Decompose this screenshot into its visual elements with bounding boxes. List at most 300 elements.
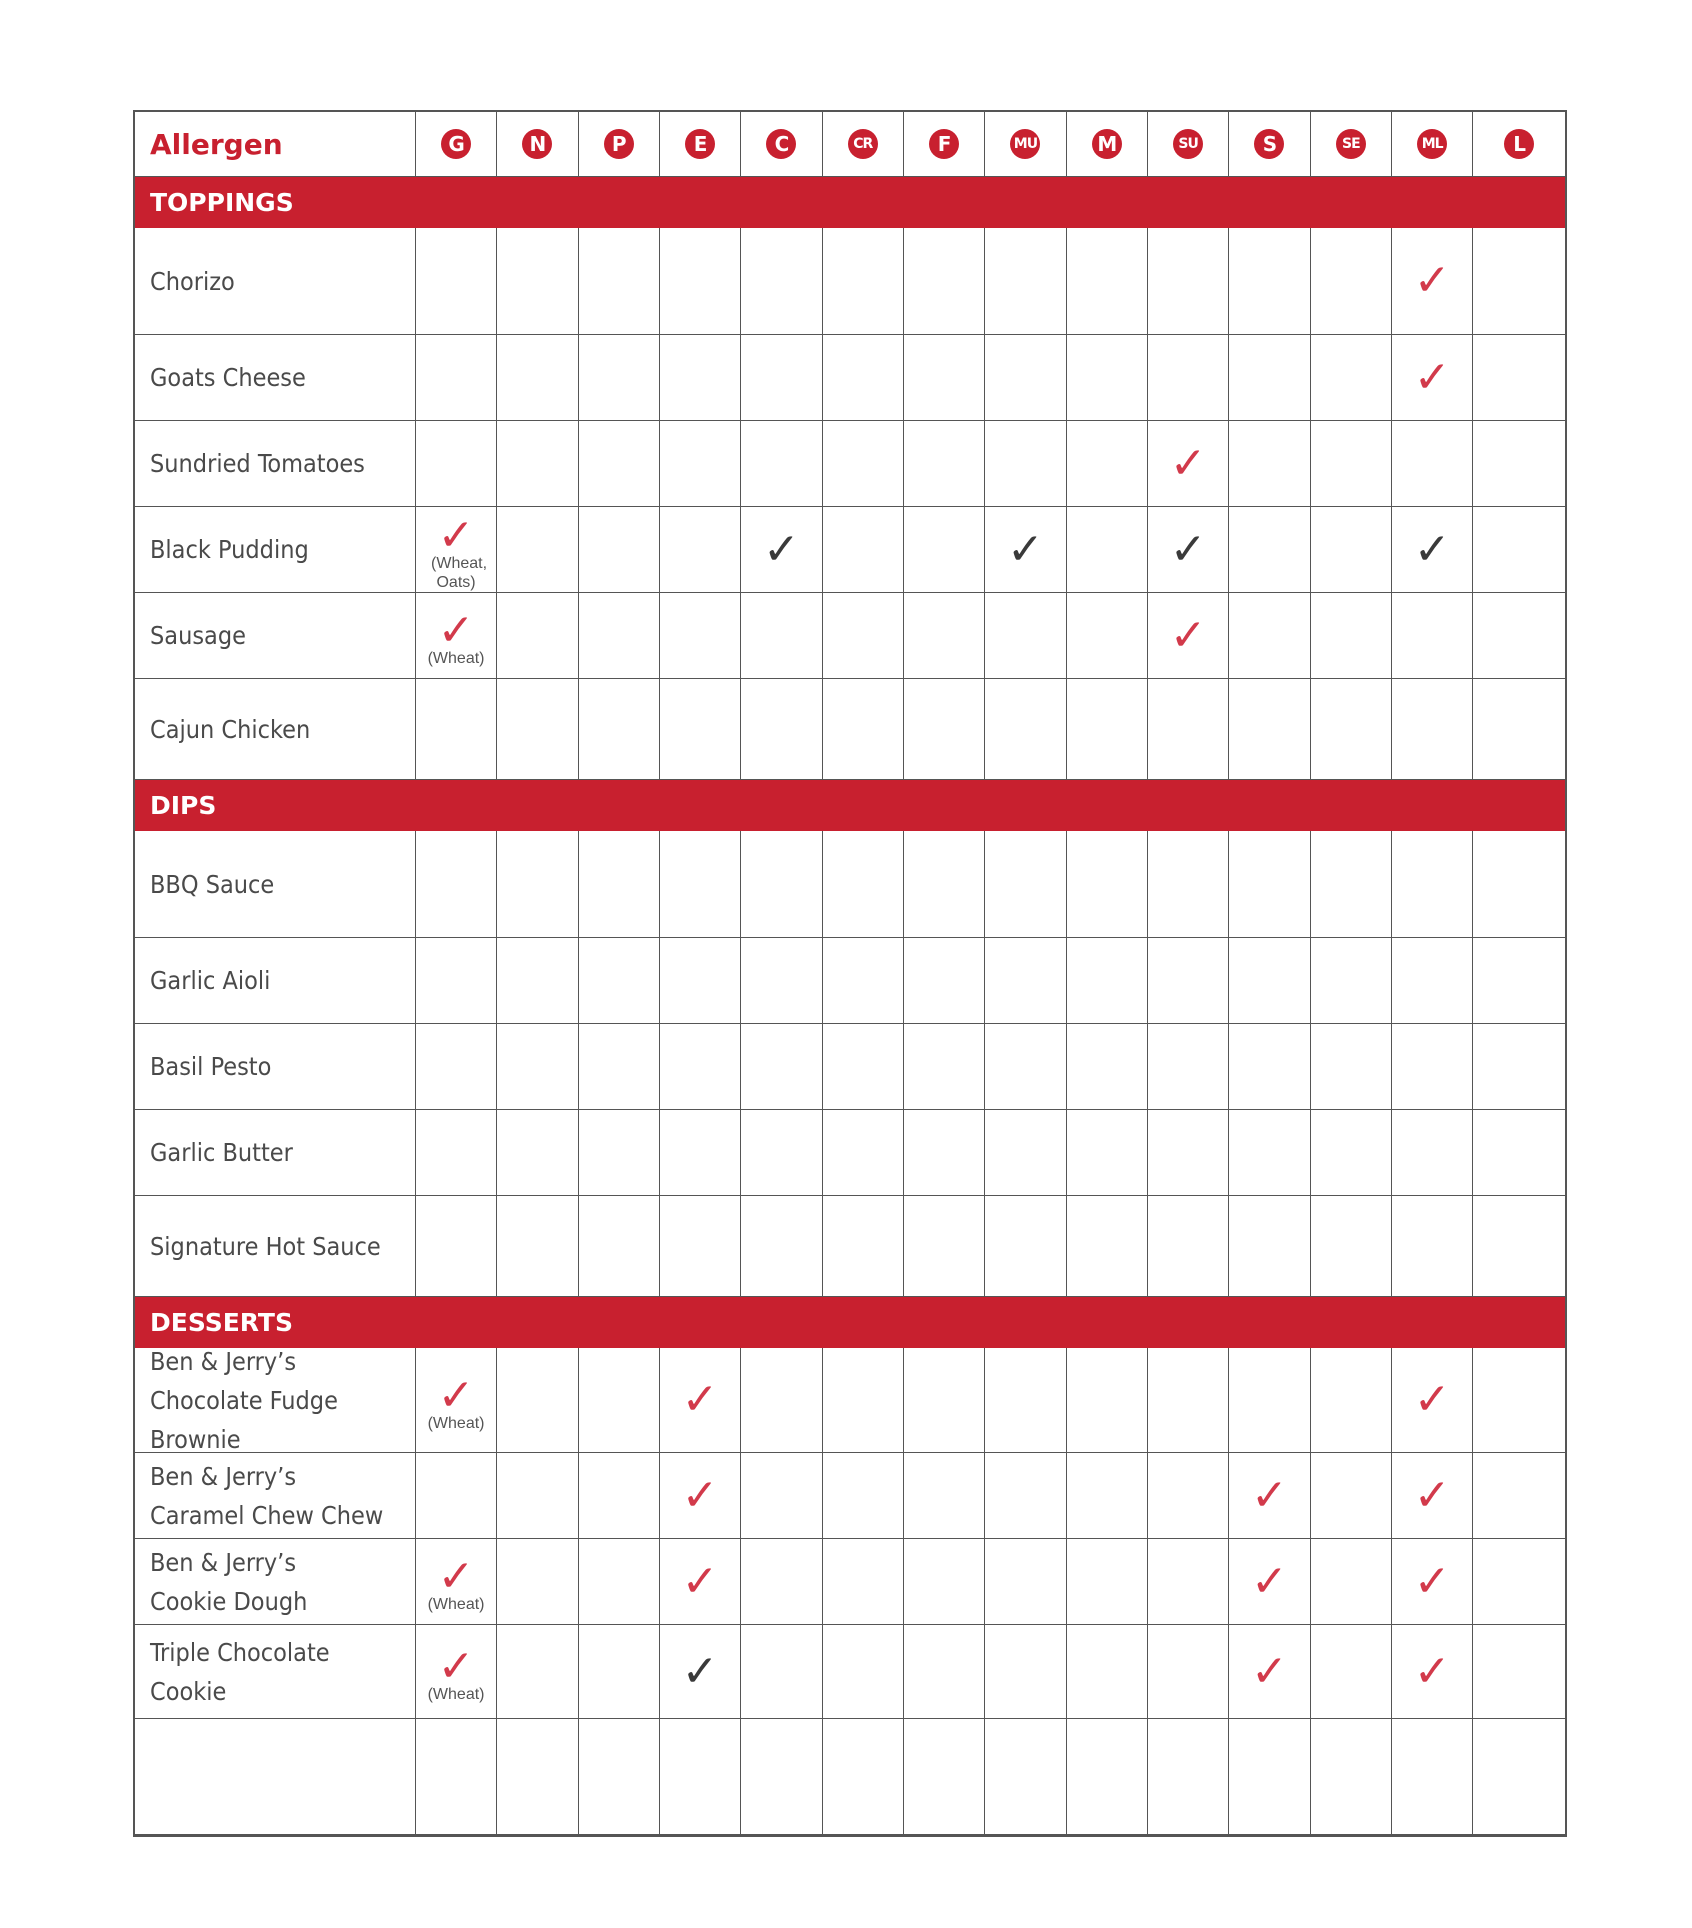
section-header: DESSERTS [135, 1297, 1565, 1348]
allergen-cell [1229, 938, 1310, 1024]
allergen-cell [904, 938, 985, 1024]
allergen-cell [904, 593, 985, 679]
allergen-cell [497, 1110, 578, 1196]
allergen-cell [823, 1348, 904, 1453]
item-name-line: Caramel Chew Chew [150, 1500, 384, 1530]
allergen-cell [1067, 679, 1148, 780]
table-row [135, 593, 1565, 679]
allergen-cell [1392, 1625, 1473, 1719]
allergen-cell [416, 421, 497, 507]
allergen-cell [1067, 1719, 1148, 1835]
allergen-cell [497, 938, 578, 1024]
allergen-badge-icon: C [766, 129, 796, 159]
allergen-cell [416, 1625, 497, 1719]
allergen-cell [579, 1625, 660, 1719]
check-icon: ✓ [1251, 1469, 1288, 1521]
check-icon: ✓ [1007, 523, 1044, 575]
allergen-cell [1229, 679, 1310, 780]
allergen-cell [1229, 1348, 1310, 1453]
allergen-cell [497, 507, 578, 593]
allergen-cell [1229, 228, 1310, 335]
item-name [135, 831, 416, 938]
allergen-cell [497, 679, 578, 780]
allergen-cell [1229, 421, 1310, 507]
allergen-cell [1311, 507, 1392, 593]
allergen-cell [823, 679, 904, 780]
allergen-cell [497, 1719, 578, 1835]
allergen-col-header [416, 112, 497, 177]
allergen-cell [741, 679, 822, 780]
allergen-cell [660, 1539, 741, 1625]
check-icon: ✓ [437, 605, 475, 656]
allergen-cell [416, 1110, 497, 1196]
allergen-cell [1229, 1625, 1310, 1719]
allergen-note: (Wheat, Oats) [431, 554, 488, 591]
allergen-cell [1067, 1348, 1148, 1453]
allergen-cell [1473, 1453, 1565, 1539]
table-row [135, 1348, 1565, 1453]
item-name-line: Chorizo [150, 266, 235, 296]
allergen-cell [1148, 1539, 1229, 1625]
allergen-cell [416, 1453, 497, 1539]
check-icon: ✓ [437, 1551, 475, 1602]
allergen-col-header [741, 112, 822, 177]
allergen-cell [497, 228, 578, 335]
check-icon: ✓ [681, 1645, 719, 1697]
allergen-badge-icon: SE [1336, 129, 1366, 159]
allergen-badge-icon: SU [1173, 129, 1203, 159]
allergen-cell [416, 507, 497, 593]
item-name-line: Basil Pesto [150, 1052, 272, 1081]
allergen-col-header [985, 112, 1066, 177]
allergen-cell [660, 679, 741, 780]
allergen-col-header [660, 112, 741, 177]
allergen-cell [823, 1719, 904, 1835]
allergen-cell [741, 228, 822, 335]
table-row [135, 1024, 1565, 1110]
allergen-cell [1311, 421, 1392, 507]
allergen-badge-icon: CR [848, 129, 878, 159]
table-row [135, 1719, 1565, 1835]
table-row [135, 1539, 1565, 1625]
allergen-cell [823, 1110, 904, 1196]
allergen-cell [1229, 507, 1310, 593]
allergen-cell [1148, 1719, 1229, 1835]
check-icon: ✓ [437, 1641, 475, 1692]
allergen-badge-icon: P [604, 129, 634, 159]
allergen-badge-icon: M [1092, 129, 1122, 159]
allergen-cell [497, 1539, 578, 1625]
section-header: TOPPINGS [135, 177, 1565, 228]
allergen-cell [1473, 1348, 1565, 1453]
allergen-cell [904, 1625, 985, 1719]
allergen-cell [1473, 679, 1565, 780]
allergen-cell [985, 1719, 1066, 1835]
allergen-cell [823, 1453, 904, 1539]
allergen-cell [823, 1196, 904, 1297]
check-icon: ✓ [1251, 1555, 1288, 1607]
allergen-cell [823, 507, 904, 593]
allergen-cell [579, 421, 660, 507]
item-name [135, 1625, 416, 1719]
allergen-cell [985, 679, 1066, 780]
item-name-line: Cookie [150, 1676, 227, 1706]
allergen-cell [904, 1539, 985, 1625]
check-icon: ✓ [681, 1374, 719, 1425]
allergen-cell [416, 1024, 497, 1110]
allergen-cell [416, 831, 497, 938]
item-name-line: Garlic Aioli [150, 966, 271, 995]
allergen-cell [1473, 507, 1565, 593]
table-row [135, 1453, 1565, 1539]
allergen-cell [579, 1110, 660, 1196]
check-icon: ✓ [1413, 1374, 1451, 1425]
allergen-cell [985, 1348, 1066, 1453]
allergen-cell [416, 1539, 497, 1625]
allergen-col-header [1067, 112, 1148, 177]
item-name-line: Cookie Dough [150, 1586, 308, 1616]
allergen-cell [985, 1024, 1066, 1110]
table-row [135, 335, 1565, 421]
check-icon: ✓ [1169, 523, 1207, 575]
allergen-cell [904, 1348, 985, 1453]
allergen-note: (Wheat) [427, 650, 485, 667]
allergen-cell [1067, 831, 1148, 938]
item-name-line: BBQ Sauce [150, 869, 275, 899]
allergen-cell [1473, 1110, 1565, 1196]
allergen-cell [1067, 1196, 1148, 1297]
item-name [135, 1453, 416, 1539]
allergen-cell [660, 1024, 741, 1110]
allergen-cell [497, 593, 578, 679]
allergen-cell [1473, 1625, 1565, 1719]
allergen-cell [660, 1453, 741, 1539]
item-name [135, 1196, 416, 1297]
allergen-cell [579, 1348, 660, 1453]
allergen-cell [579, 507, 660, 593]
allergen-cell [904, 421, 985, 507]
allergen-cell [1067, 507, 1148, 593]
allergen-cell [1067, 593, 1148, 679]
allergen-col-header [1229, 112, 1310, 177]
allergen-cell [985, 421, 1066, 507]
allergen-cell [741, 1625, 822, 1719]
table-row [135, 1110, 1565, 1196]
allergen-cell [1311, 1625, 1392, 1719]
allergen-cell [741, 1719, 822, 1835]
allergen-cell [985, 831, 1066, 938]
allergen-cell [823, 938, 904, 1024]
allergen-cell [904, 228, 985, 335]
allergen-cell [1067, 938, 1148, 1024]
allergen-cell [1392, 1196, 1473, 1297]
table-row [135, 831, 1565, 938]
item-name [135, 335, 416, 421]
item-name-line: Black Pudding [150, 535, 309, 564]
allergen-cell [1392, 593, 1473, 679]
allergen-cell [741, 421, 822, 507]
allergen-cell [904, 1719, 985, 1835]
allergen-cell [1229, 593, 1310, 679]
item-name [135, 1348, 416, 1453]
allergen-cell [1229, 335, 1310, 421]
allergen-col-header [904, 112, 985, 177]
allergen-cell [497, 1348, 578, 1453]
allergen-table [133, 110, 1567, 1837]
allergen-cell [1473, 1539, 1565, 1625]
item-name [135, 1110, 416, 1196]
check-icon: ✓ [1169, 437, 1207, 489]
allergen-cell [985, 593, 1066, 679]
check-icon: ✓ [681, 1555, 719, 1607]
allergen-badge-icon: N [522, 129, 552, 159]
section-header: DIPS [135, 780, 1565, 831]
allergen-badge-icon: MU [1010, 129, 1040, 159]
allergen-cell [660, 421, 741, 507]
allergen-cell [1148, 831, 1229, 938]
check-icon: ✓ [437, 509, 475, 561]
allergen-col-header [497, 112, 578, 177]
allergen-cell [985, 1196, 1066, 1297]
table-row [135, 1196, 1565, 1297]
item-name [135, 679, 416, 780]
allergen-cell [1067, 1024, 1148, 1110]
allergen-cell [1067, 1539, 1148, 1625]
item-name-line: Ben & Jerry’s [150, 1346, 297, 1376]
header-row [135, 112, 1565, 177]
allergen-cell [1392, 335, 1473, 421]
allergen-cell [1392, 831, 1473, 938]
item-name-line: Sausage [150, 621, 246, 650]
allergen-cell [823, 421, 904, 507]
allergen-cell [823, 335, 904, 421]
item-name [135, 1719, 416, 1835]
allergen-cell [904, 1024, 985, 1110]
allergen-cell [1392, 1719, 1473, 1835]
allergen-cell [1311, 831, 1392, 938]
check-icon: ✓ [1413, 1469, 1451, 1521]
allergen-cell [416, 593, 497, 679]
allergen-cell [579, 1539, 660, 1625]
allergen-col-header [823, 112, 904, 177]
allergen-cell [904, 1196, 985, 1297]
item-name-line: Triple Chocolate [150, 1637, 330, 1667]
allergen-cell [904, 1453, 985, 1539]
allergen-cell [741, 1348, 822, 1453]
allergen-cell [579, 1453, 660, 1539]
allergen-cell [660, 938, 741, 1024]
allergen-cell [1473, 593, 1565, 679]
allergen-cell [823, 1024, 904, 1110]
item-name [135, 938, 416, 1024]
allergen-cell [416, 1719, 497, 1835]
allergen-cell [741, 1453, 822, 1539]
allergen-cell [497, 1024, 578, 1110]
item-name-line: Chocolate Fudge Brownie [150, 1385, 338, 1454]
allergen-cell [497, 1453, 578, 1539]
item-name-line: Goats Cheese [150, 363, 306, 392]
allergen-badge-icon: G [441, 129, 471, 159]
item-name-line: Cajun Chicken [150, 714, 311, 744]
allergen-note: (Wheat) [427, 1596, 485, 1613]
table-row [135, 228, 1565, 335]
allergen-cell [1392, 1348, 1473, 1453]
allergen-cell [1229, 1453, 1310, 1539]
allergen-cell [904, 831, 985, 938]
allergen-cell [579, 938, 660, 1024]
item-name [135, 1024, 416, 1110]
check-icon: ✓ [437, 1369, 475, 1421]
allergen-cell [1148, 1453, 1229, 1539]
allergen-cell [904, 679, 985, 780]
allergen-cell [1473, 1024, 1565, 1110]
allergen-cell [741, 1539, 822, 1625]
allergen-cell [1067, 1453, 1148, 1539]
allergen-col-header [1148, 112, 1229, 177]
allergen-cell [1392, 1024, 1473, 1110]
allergen-cell [1392, 421, 1473, 507]
allergen-cell [497, 831, 578, 938]
allergen-cell [1473, 938, 1565, 1024]
item-name-line: Ben & Jerry’s [150, 1547, 297, 1577]
allergen-cell [660, 1196, 741, 1297]
allergen-cell [660, 593, 741, 679]
allergen-cell [579, 1196, 660, 1297]
allergen-cell [1148, 1348, 1229, 1453]
allergen-cell [1148, 421, 1229, 507]
allergen-cell [660, 1719, 741, 1835]
allergen-cell [985, 335, 1066, 421]
allergen-cell [1148, 507, 1229, 593]
allergen-cell [1392, 1453, 1473, 1539]
allergen-col-header [1473, 112, 1565, 177]
allergen-cell [579, 679, 660, 780]
allergen-cell [1229, 1110, 1310, 1196]
check-icon: ✓ [1413, 523, 1451, 575]
allergen-cell [1148, 1024, 1229, 1110]
item-name-line: Garlic Butter [150, 1138, 293, 1167]
item-name [135, 507, 416, 593]
allergen-cell [985, 507, 1066, 593]
allergen-header-label: Allergen [135, 112, 416, 177]
check-icon: ✓ [1413, 1555, 1451, 1607]
allergen-cell [741, 593, 822, 679]
allergen-cell [497, 421, 578, 507]
allergen-badge-icon: S [1254, 129, 1284, 159]
allergen-cell [579, 1719, 660, 1835]
allergen-badge-icon: L [1504, 129, 1534, 159]
allergen-cell [416, 679, 497, 780]
allergen-cell [416, 335, 497, 421]
allergen-cell [416, 228, 497, 335]
allergen-cell [1311, 1196, 1392, 1297]
allergen-cell [823, 831, 904, 938]
allergen-cell [416, 938, 497, 1024]
table-row [135, 507, 1565, 593]
allergen-cell [741, 335, 822, 421]
allergen-cell [1067, 421, 1148, 507]
allergen-cell [985, 1539, 1066, 1625]
allergen-cell [741, 938, 822, 1024]
allergen-cell [1311, 1024, 1392, 1110]
allergen-cell [660, 1625, 741, 1719]
allergen-cell [660, 1110, 741, 1196]
check-icon: ✓ [681, 1469, 719, 1521]
allergen-col-header [579, 112, 660, 177]
check-icon: ✓ [1413, 1645, 1451, 1697]
allergen-badge-icon: E [685, 129, 715, 159]
allergen-cell [497, 1196, 578, 1297]
allergen-cell [741, 1196, 822, 1297]
allergen-cell [1229, 1196, 1310, 1297]
check-icon: ✓ [1251, 1645, 1288, 1697]
allergen-cell [579, 831, 660, 938]
allergen-badge-icon: F [929, 129, 959, 159]
allergen-cell [1392, 1110, 1473, 1196]
item-name-line: Ben & Jerry’s [150, 1461, 297, 1491]
allergen-cell [1392, 507, 1473, 593]
allergen-cell [1311, 1453, 1392, 1539]
allergen-cell [1473, 421, 1565, 507]
allergen-cell [497, 1625, 578, 1719]
allergen-cell [1392, 228, 1473, 335]
allergen-cell [660, 228, 741, 335]
allergen-cell [1311, 679, 1392, 780]
allergen-cell [823, 1539, 904, 1625]
allergen-cell [1229, 1024, 1310, 1110]
allergen-note: (Wheat) [427, 1414, 485, 1432]
item-name [135, 421, 416, 507]
allergen-cell [1148, 938, 1229, 1024]
allergen-cell [660, 335, 741, 421]
table-row [135, 421, 1565, 507]
allergen-cell [1067, 228, 1148, 335]
table-row [135, 679, 1565, 780]
item-name [135, 593, 416, 679]
allergen-cell [904, 1110, 985, 1196]
table-row [135, 938, 1565, 1024]
allergen-cell [1392, 1539, 1473, 1625]
allergen-cell [1311, 1539, 1392, 1625]
allergen-cell [1311, 938, 1392, 1024]
item-name [135, 228, 416, 335]
item-name-line: Sundried Tomatoes [150, 449, 365, 478]
allergen-cell [741, 507, 822, 593]
allergen-cell [985, 1110, 1066, 1196]
allergen-cell [985, 1625, 1066, 1719]
allergen-cell [1148, 1110, 1229, 1196]
allergen-cell [1311, 1110, 1392, 1196]
allergen-cell [741, 1024, 822, 1110]
allergen-cell [1067, 1110, 1148, 1196]
allergen-cell [1311, 228, 1392, 335]
item-name [135, 1539, 416, 1625]
allergen-cell [823, 228, 904, 335]
allergen-cell [1473, 335, 1565, 421]
allergen-cell [985, 1453, 1066, 1539]
allergen-cell [985, 938, 1066, 1024]
allergen-cell [1148, 1625, 1229, 1719]
allergen-cell [660, 507, 741, 593]
allergen-cell [1392, 679, 1473, 780]
allergen-cell [823, 593, 904, 679]
allergen-cell [1473, 831, 1565, 938]
allergen-cell [1311, 1719, 1392, 1835]
allergen-cell [1229, 1539, 1310, 1625]
allergen-cell [1473, 228, 1565, 335]
check-icon: ✓ [1169, 609, 1207, 661]
allergen-cell [579, 1024, 660, 1110]
